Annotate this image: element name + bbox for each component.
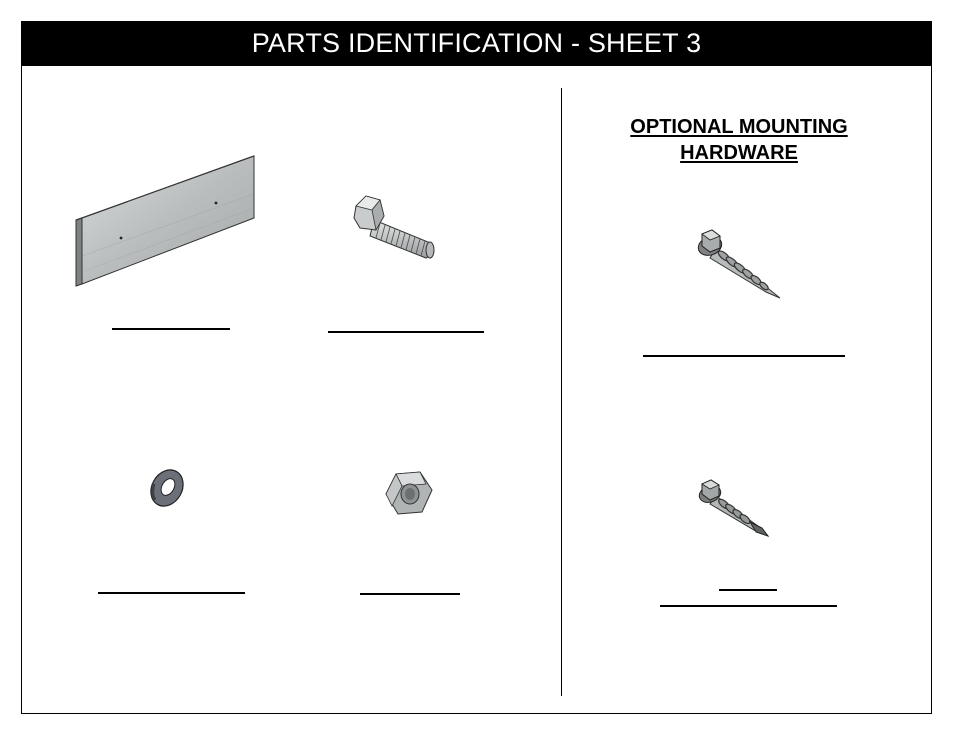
hex-bolt-icon	[350, 190, 440, 262]
hex-nut-label-line	[360, 593, 460, 595]
flat-washer-part	[145, 466, 189, 510]
optional-heading-line-2: HARDWARE	[680, 142, 798, 164]
self-drilling-screw-label-line-1	[719, 589, 777, 591]
hex-nut-part	[384, 470, 434, 516]
optional-heading-line-1: OPTIONAL MOUNTING	[630, 116, 848, 138]
flat-washer-icon	[145, 466, 189, 510]
sheet-title: PARTS IDENTIFICATION - SHEET 3	[251, 28, 702, 58]
self-drilling-screw-part	[696, 478, 772, 540]
section-divider	[561, 88, 562, 696]
lag-screw-icon	[694, 228, 784, 302]
self-drilling-screw-label-line-2	[660, 605, 837, 607]
optional-hardware-heading	[600, 114, 878, 166]
flat-plate-label-line	[112, 328, 230, 330]
flat-plate-part	[74, 152, 258, 288]
lag-screw-part	[694, 228, 784, 302]
self-drilling-screw-icon	[696, 478, 772, 540]
hex-nut-icon	[384, 470, 434, 516]
flat-plate-icon	[74, 152, 258, 288]
hex-bolt-part	[350, 190, 440, 262]
hex-bolt-label-line	[328, 331, 484, 333]
title-bar	[21, 21, 932, 66]
flat-washer-label-line	[98, 592, 245, 594]
lag-screw-label-line	[643, 355, 845, 357]
